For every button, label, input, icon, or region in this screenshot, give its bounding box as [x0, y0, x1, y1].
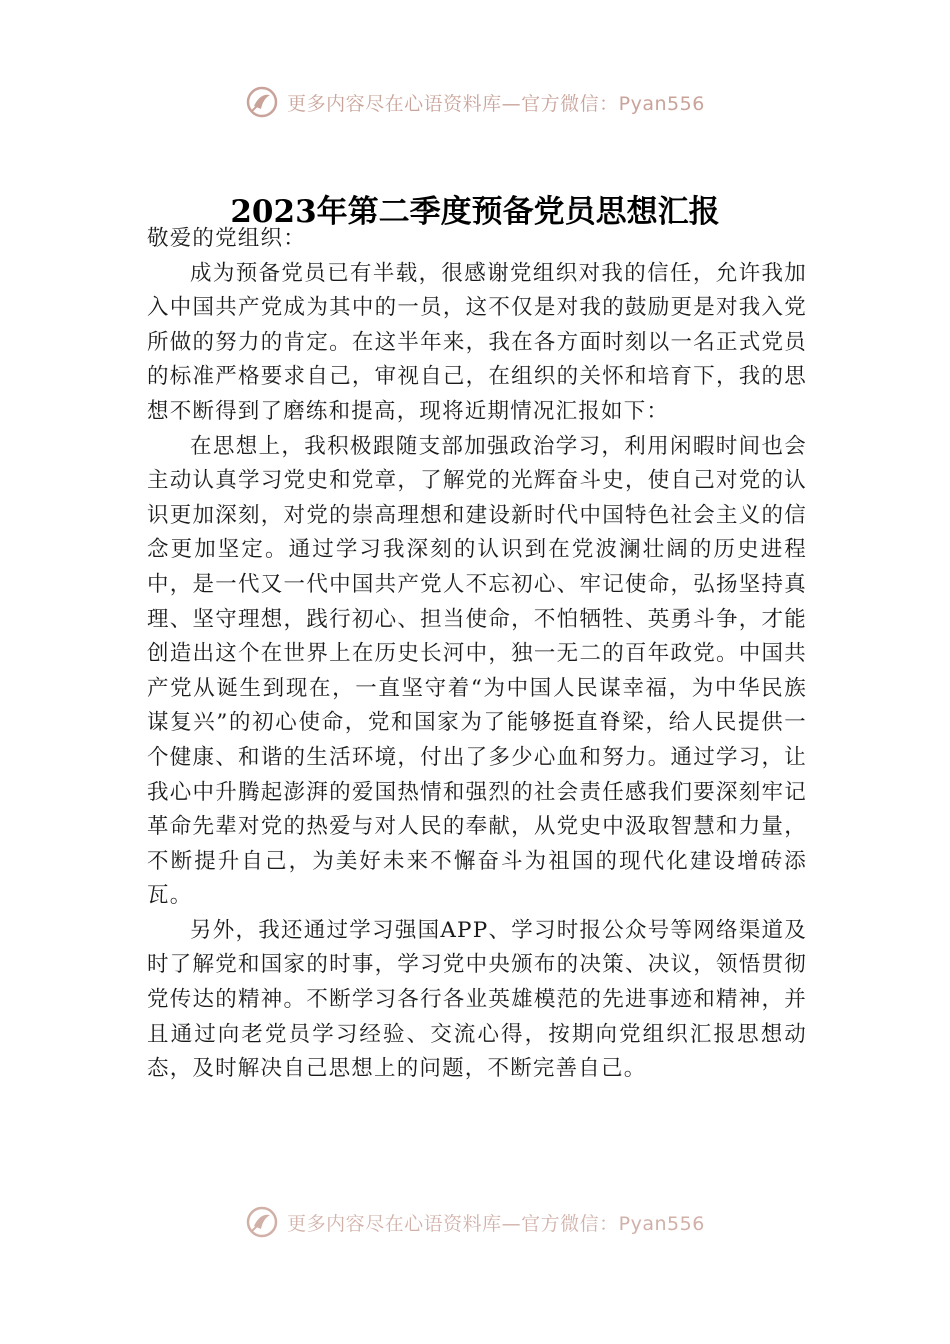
paragraph-additional: 另外，我还通过学习强国APP、学习时报公众号等网络渠道及时了解党和国家的时事，学习党中央颁布的决策、决议，领悟贯彻党传达的精神。不断学习各行各业英雄模范的先进事迹和精神，并且通过向老党员学习经验、交流心得，按期向党组织汇报思想动态，及时解决自己思想上的问题，不断完善自己。 [147, 917, 807, 1082]
salutation: 敬爱的党组织： [147, 226, 306, 251]
footer-watermark [0, 1206, 950, 1238]
header-watermark [0, 86, 950, 118]
watermark-text: 更多内容尽在心语资料库—官方微信：Pyan556 [287, 1212, 705, 1235]
paragraph-intro: 成为预备党员已有半载，很感谢党组织对我的信任，允许我加入中国共产党成为其中的一员，这不仅是对我的鼓励更是对我入党所做的努力的肯定。在这半年来，我在各方面时刻以一名正式党员的标准严格要求自己，审视自己，在组织的关怀和培育下，我的思想不断得到了磨练和提高，现将近期情况汇报如下： [147, 260, 807, 424]
document-title: 2023年第二季度预备党员思想汇报 [230, 194, 720, 230]
document-body [147, 222, 807, 1087]
brand-logo-icon [245, 85, 279, 119]
watermark-text: 更多内容尽在心语资料库—官方微信：Pyan556 [287, 92, 705, 115]
paragraph-ideology: 在思想上，我积极跟随支部加强政治学习，利用闲暇时间也会主动认真学习党史和党章，了解党的光辉奋斗史，使自己对党的认识更加深刻，对党的崇高理想和建设新时代中国特色社会主义的信念更加坚定。通过学习我深刻的认识到在党波澜壮阔的历史进程中，是一代又一代中国共产党人不忘初心、牢记使命，弘扬坚持真理、坚守理想，践行初心、担当使命，不怕牺牲、英勇斗争，才能创造出这个在世界上在历史长河中，独一无二的百年政党。中国共产党从诞生到现在，一直坚守着“为中国人民谋幸福，为中华民族谋复兴”的初心使命，党和国家为了能够挺直脊梁，给人民提供一个健康、和谐的生活环境，付出了多少心血和努力。通过学习，让我心中升腾起澎湃的爱国热情和强烈的社会责任感我们要深刻牢记革命先辈对党的热爱与对人民的奉献，从党史中汲取智慧和力量，不断提升自己，为美好未来不懈奋斗为祖国的现代化建设增砖添瓦。 [147, 433, 807, 909]
brand-logo-icon [245, 1205, 279, 1239]
